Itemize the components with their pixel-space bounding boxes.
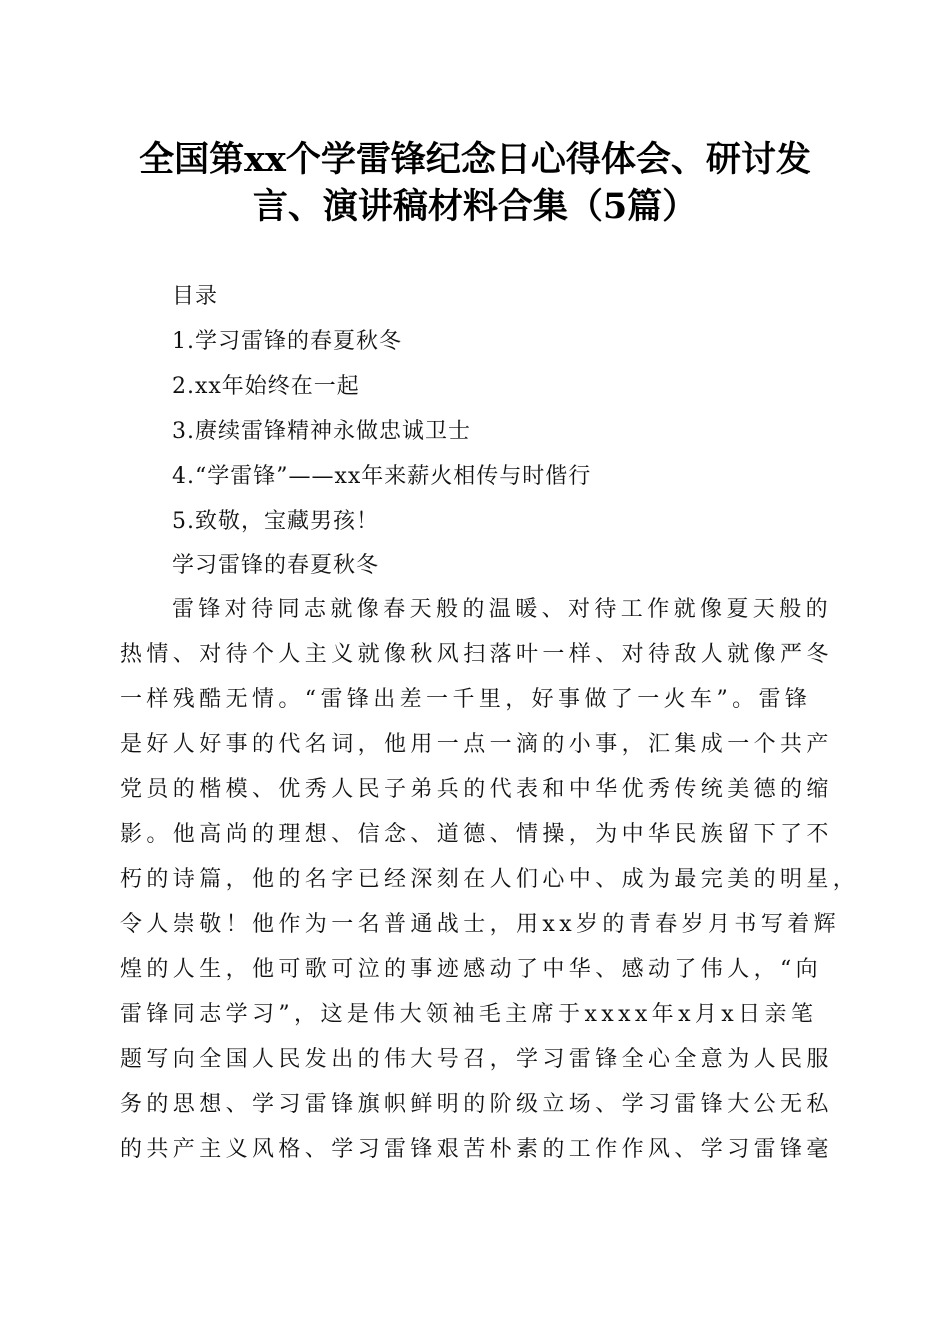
paragraph-line: 一样残酷无情。“雷锋出差一千里，好事做了一火车”。雷锋 (120, 687, 812, 712)
toc-item-1: 1.学习雷锋的春夏秋冬 (172, 329, 402, 354)
document-title-line-2: 言、演讲稿材料合集（5篇） (252, 186, 698, 227)
paragraph-line: 题写向全国人民发出的伟大号召，学习雷锋全心全意为人民服 (120, 1047, 833, 1072)
toc-item-5: 5.致敬，宝藏男孩！ (172, 509, 379, 534)
paragraph-line: 煌的人生，他可歌可泣的事迹感动了中华、感动了伟人，“向 (120, 957, 823, 982)
toc-item-2: 2.xx年始终在一起 (172, 374, 360, 399)
paragraph-line: 令人崇敬！他作为一名普通战士，用xx岁的青春岁月书写着辉 (120, 912, 841, 937)
section-heading: 学习雷锋的春夏秋冬 (172, 553, 380, 578)
document-title-line-1: 全国第xx个学雷锋纪念日心得体会、研讨发 (139, 139, 811, 180)
paragraph-line: 是好人好事的代名词，他用一点一滴的小事，汇集成一个共产 (120, 732, 833, 757)
toc-item-4: 4.“学雷锋”——xx年来薪火相传与时偕行 (172, 464, 592, 489)
paragraph-line: 影。他高尚的理想、信念、道德、情操，为中华民族留下了不 (120, 822, 833, 847)
paragraph-line: 雷锋对待同志就像春天般的温暖、对待工作就像夏天般的 (172, 597, 833, 622)
paragraph-line: 雷锋同志学习”，这是伟大领袖毛主席于xxxx年x月x日亲笔 (120, 1002, 818, 1027)
paragraph-line: 的共产主义风格、学习雷锋艰苦朴素的工作作风、学习雷锋毫 (120, 1137, 833, 1162)
paragraph-line: 朽的诗篇，他的名字已经深刻在人们心中、成为最完美的明星， (120, 867, 860, 892)
paragraph-line: 热情、对待个人主义就像秋风扫落叶一样、对待敌人就像严冬 (120, 642, 833, 667)
paragraph-line: 务的思想、学习雷锋旗帜鲜明的阶级立场、学习雷锋大公无私 (120, 1092, 833, 1117)
toc-heading: 目录 (172, 284, 219, 309)
toc-item-3: 3.赓续雷锋精神永做忠诚卫士 (172, 419, 471, 444)
paragraph-line: 党员的楷模、优秀人民子弟兵的代表和中华优秀传统美德的缩 (120, 777, 833, 802)
